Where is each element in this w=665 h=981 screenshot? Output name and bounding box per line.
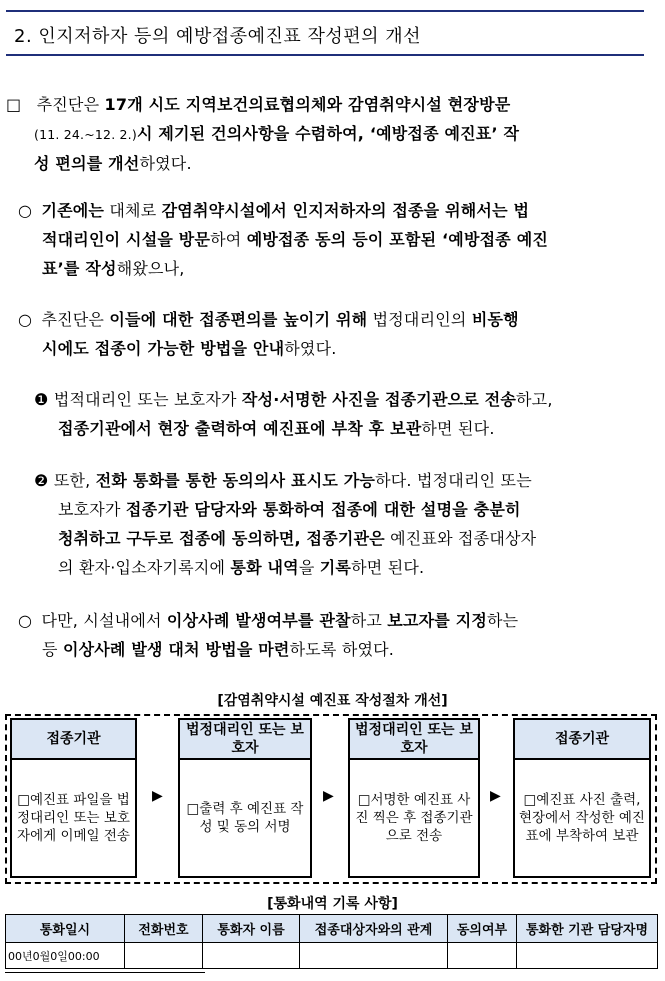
flow-step-4-body: □예진표 사진 출력, 현장에서 작성한 예진표에 부착하여 보관 <box>513 758 651 878</box>
record-table-title: [통화내역 기록 사항] <box>267 896 398 912</box>
column-header: 전화번호 <box>125 915 203 943</box>
number-2-marker: ❷ <box>34 471 49 490</box>
flow-step-1-header: 접종기관 <box>10 718 137 758</box>
flow-step-1-body: □예진표 파일을 법정대리인 또는 보호자에게 이메일 전송 <box>10 758 137 878</box>
column-header: 동의여부 <box>448 915 517 943</box>
table-cell <box>448 943 517 969</box>
circle-bullet: ○ <box>18 611 33 630</box>
table-cell <box>203 943 300 969</box>
section-title: 2. 인지저하자 등의 예방접종예진표 작성편의 개선 <box>14 26 422 47</box>
table-header-row <box>6 915 658 943</box>
column-header: 통화한 기관 담당자명 <box>517 915 658 943</box>
flow-step-3-header: 법정대리인 또는 보호자 <box>348 718 480 758</box>
table-cell <box>125 943 203 969</box>
table-cell <box>300 943 448 969</box>
sub-paragraph-3: ○ 다만, 시설내에서 이상사례 발생여부를 관찰하고 보고자를 지정하는 등 이상사례 발생 대처 방법을 마련하도록 하였다. <box>18 611 519 659</box>
main-line-2: (11. 24.~12. 2.)시 제기된 건의사항을 수렴하여, ‘예방접종 예진표’ 작 <box>34 124 520 143</box>
numbered-item-2: ❷ 또한, 전화 통화를 통한 동의의사 표시도 가능하다. 법정대리인 또는 보호자가 접종기관 담당자와 통화하여 접종에 대한 설명을 충분히 청취하고 구두로 접종에 동의하면, 접종기관은 예진표와 접종대상자 의 환자·입소자기록지에 통화 내역을 기록하면 된다. <box>34 471 537 577</box>
table-cell <box>517 943 658 969</box>
number-1-marker: ❶ <box>34 390 49 409</box>
square-bullet: □ <box>6 95 22 114</box>
flow-arrow-2: ▶ <box>323 788 334 804</box>
circle-bullet: ○ <box>18 310 33 329</box>
flow-arrow-1: ▶ <box>152 788 163 804</box>
flow-step-4-header: 접종기관 <box>513 718 651 758</box>
call-record-table <box>5 914 658 969</box>
numbered-item-1: ❶ 법적대리인 또는 보호자가 작성·서명한 사진을 접종기관으로 전송하고, 접종기관에서 현장 출력하여 예진표에 부착 후 보관하면 된다. <box>34 390 553 438</box>
flow-step-3-body: □서명한 예진표 사진 찍은 후 접종기관으로 전송 <box>348 758 480 878</box>
column-header: 접종대상자와의 관계 <box>300 915 448 943</box>
table-cell: 00년0월0일00:00 <box>6 943 125 969</box>
section-title-bar <box>6 10 644 56</box>
main-line-3: 성 편의를 개선하였다. <box>34 154 192 173</box>
sub-paragraph-2: ○ 추진단은 이들에 대한 접종편의를 높이기 위해 법정대리인의 비동행 시에도 접종이 가능한 방법을 안내하였다. <box>18 310 519 358</box>
table-continuation-line <box>5 972 205 981</box>
main-paragraph <box>6 90 656 178</box>
main-line-1: □ 추진단은 17개 시도 지역보건의료협의체와 감염취약시설 현장방문 <box>6 95 511 114</box>
column-header: 통화일시 <box>6 915 125 943</box>
flow-arrow-3: ▶ <box>490 788 501 804</box>
sub-paragraph-1: ○ 기존에는 대체로 감염취약시설에서 인지저하자의 접종을 위해서는 법 적대리인이 시설을 방문하여 예방접종 동의 등이 포함된 ‘예방접종 예진 표’를 작성해왔으나, <box>18 201 549 278</box>
flow-step-2-header: 법정대리인 또는 보호자 <box>178 718 312 758</box>
flow-title: [감염취약시설 예진표 작성절차 개선] <box>217 693 448 709</box>
column-header: 통화자 이름 <box>203 915 300 943</box>
table-row <box>6 943 658 969</box>
flow-step-2-body: □출력 후 예진표 작성 및 동의 서명 <box>178 758 312 878</box>
circle-bullet: ○ <box>18 201 33 220</box>
